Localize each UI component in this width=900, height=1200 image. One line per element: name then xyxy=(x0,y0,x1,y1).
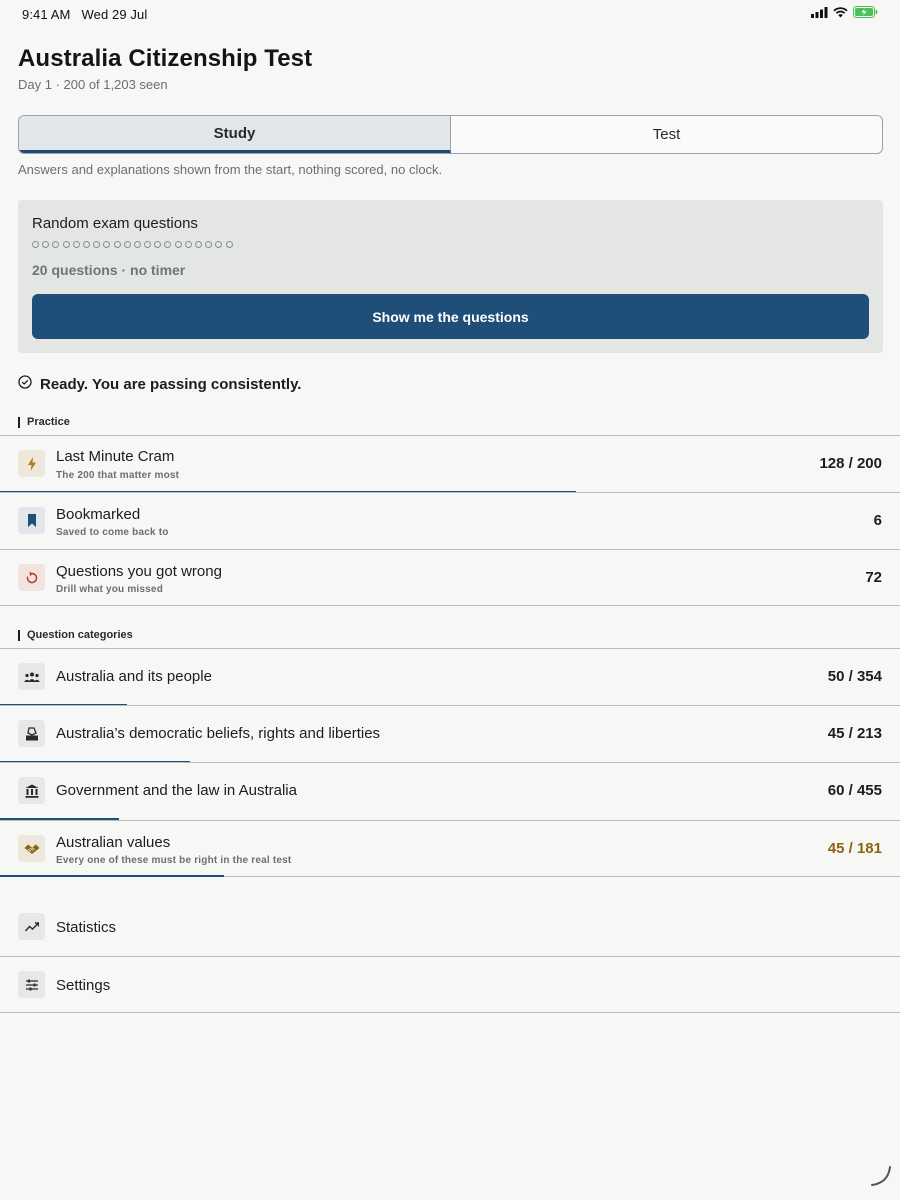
category-government-and-law[interactable] xyxy=(0,762,900,819)
random-exam-card xyxy=(18,200,883,353)
question-dot xyxy=(134,241,141,248)
row-count: 72 xyxy=(865,569,882,586)
question-dot xyxy=(114,241,121,248)
mode-description: Answers and explanations shown from the start, nothing scored, no clock. xyxy=(18,162,443,177)
show-questions-button[interactable]: Show me the questions xyxy=(32,294,869,339)
question-dots xyxy=(32,241,233,248)
row-count: 60 / 455 xyxy=(827,782,882,799)
row-title: Australia and its people xyxy=(56,668,212,685)
question-dot xyxy=(103,241,110,248)
question-dot xyxy=(205,241,212,248)
category-democratic-beliefs[interactable] xyxy=(0,705,900,762)
categories-section-label xyxy=(18,629,133,641)
settings-link[interactable] xyxy=(0,956,900,1013)
row-count: 45 / 181 xyxy=(827,840,882,857)
wifi-icon xyxy=(833,5,848,23)
readiness-status xyxy=(18,375,301,394)
sliders-icon xyxy=(18,971,45,998)
card-meta: 20 questions · no timer xyxy=(32,262,186,278)
progress-bar xyxy=(0,875,224,877)
question-dot xyxy=(83,241,90,248)
question-dot xyxy=(63,241,70,248)
practice-item-bookmarked[interactable] xyxy=(0,492,900,549)
question-dot xyxy=(73,241,80,248)
people-icon xyxy=(18,663,45,690)
handshake-icon xyxy=(18,835,45,862)
status-indicators xyxy=(811,6,878,22)
question-dot xyxy=(93,241,100,248)
statistics-link[interactable] xyxy=(0,899,900,956)
row-subtitle: Drill what you missed xyxy=(56,584,164,595)
category-australian-values[interactable] xyxy=(0,820,900,877)
row-title: Settings xyxy=(56,977,111,994)
category-australia-and-its-people[interactable] xyxy=(0,648,900,705)
question-dot xyxy=(154,241,161,248)
question-dot xyxy=(195,241,202,248)
question-dot xyxy=(185,241,192,248)
status-bar xyxy=(0,0,900,30)
row-count: 6 xyxy=(873,512,882,529)
retry-icon xyxy=(18,564,45,591)
practice-section-label xyxy=(18,416,70,428)
row-title: Questions you got wrong xyxy=(56,563,222,580)
row-title: Statistics xyxy=(56,919,117,936)
progress-summary: Day 1 · 200 of 1,203 seen xyxy=(18,77,168,92)
card-title: Random exam questions xyxy=(32,215,198,232)
question-dot xyxy=(32,241,39,248)
row-title: Government and the law in Australia xyxy=(56,782,297,799)
row-subtitle: The 200 that matter most xyxy=(56,470,180,481)
row-count: 50 / 354 xyxy=(827,668,882,685)
practice-item-last-minute-cram[interactable] xyxy=(0,435,900,492)
question-dot xyxy=(124,241,131,248)
question-dot xyxy=(164,241,171,248)
question-dot xyxy=(215,241,222,248)
trend-icon xyxy=(18,913,45,940)
question-dot xyxy=(175,241,182,248)
ballot-icon xyxy=(18,720,45,747)
signal-icon xyxy=(811,5,828,23)
section-title: Question categories xyxy=(27,629,133,641)
row-count: 128 / 200 xyxy=(819,455,882,472)
page-header xyxy=(18,44,882,92)
row-subtitle: Saved to come back to xyxy=(56,527,169,538)
mode-segmented-control xyxy=(18,115,883,154)
page-title: Australia Citizenship Test xyxy=(18,45,313,72)
resize-handle-icon[interactable] xyxy=(870,1165,892,1192)
row-title: Last Minute Cram xyxy=(56,448,175,465)
battery-icon xyxy=(853,5,878,23)
tab-test[interactable]: Test xyxy=(652,126,681,143)
check-circle-icon xyxy=(18,375,32,394)
practice-item-wrong-questions[interactable] xyxy=(0,549,900,606)
row-count: 45 / 213 xyxy=(827,725,882,742)
question-dot xyxy=(52,241,59,248)
lightning-icon xyxy=(18,450,45,477)
parliament-icon xyxy=(18,777,45,804)
tab-study[interactable]: Study xyxy=(19,116,451,153)
status-time: 9:41 AM Wed 29 Jul xyxy=(22,7,148,22)
readiness-text: Ready. You are passing consistently. xyxy=(40,376,302,393)
bookmark-icon xyxy=(18,507,45,534)
question-dot xyxy=(226,241,233,248)
row-title: Bookmarked xyxy=(56,506,141,523)
row-title: Australia’s democratic beliefs, rights and liberties xyxy=(56,725,381,742)
section-title: Practice xyxy=(27,416,70,428)
row-subtitle: Every one of these must be right in the real test xyxy=(56,855,292,866)
question-dot xyxy=(144,241,151,248)
question-dot xyxy=(42,241,49,248)
row-title: Australian values xyxy=(56,834,171,851)
